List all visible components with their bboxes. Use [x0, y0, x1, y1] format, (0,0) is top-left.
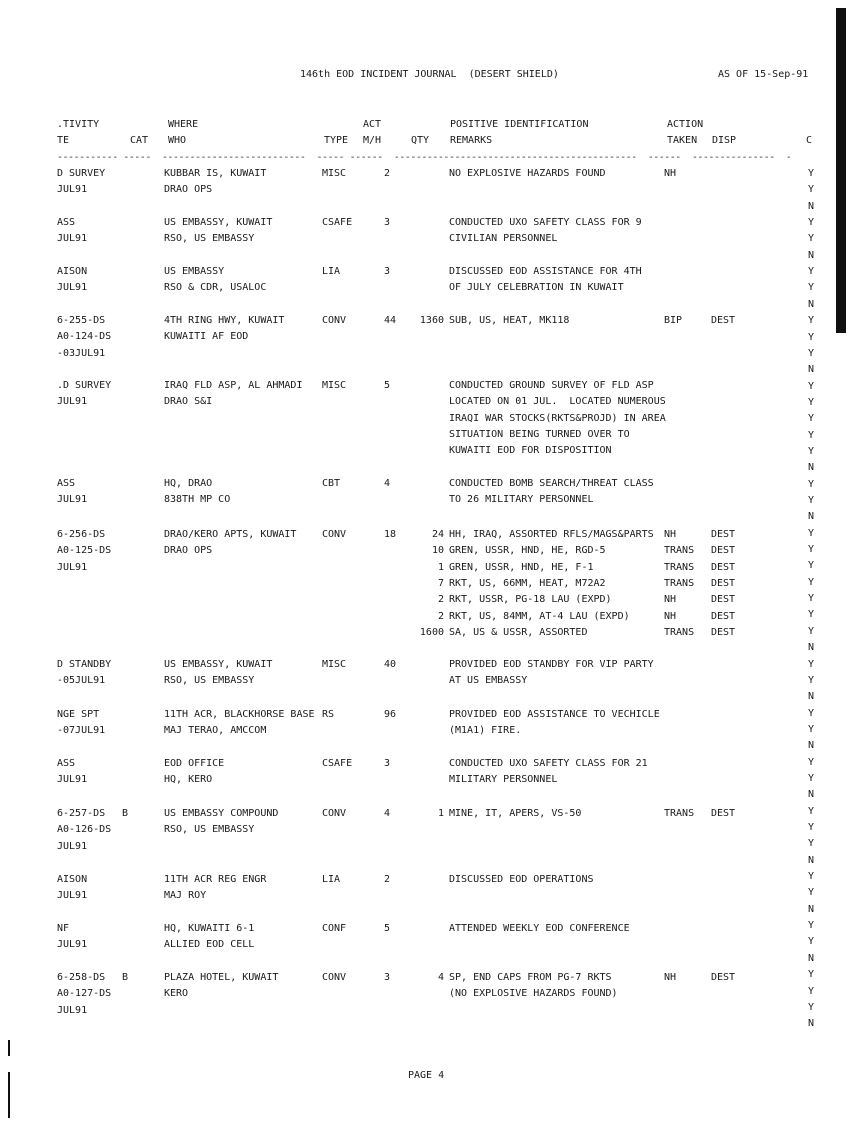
entry-remark: PROVIDED EOD STANDBY FOR VIP PARTY [449, 659, 654, 670]
entry-remark: HH, IRAQ, ASSORTED RFLS/MAGS&PARTS [449, 529, 654, 540]
entry-activity: A0-125-DS [57, 545, 112, 557]
entry-activity: JUL91 [57, 561, 88, 573]
entry-activity: 6-256-DS [57, 529, 106, 540]
entry-where: IRAQ FLD ASP, AL AHMADI [164, 380, 303, 391]
entry-activity: D STANDBY [57, 659, 112, 670]
entry-type: RS [322, 709, 335, 720]
entry-activity: JUL91 [57, 282, 88, 294]
entry-activity: JUL91 [57, 1004, 88, 1016]
c-column-flag: N [807, 903, 815, 915]
entry-disp: DEST [711, 972, 736, 983]
c-column-flag: Y [807, 347, 815, 359]
c-column-flag: Y [807, 413, 815, 425]
entry-activity: 6-257-DS [57, 808, 106, 819]
col-disp: DISP [712, 135, 737, 146]
entry-remark: GREN, USSR, HND, HE, F-1 [449, 561, 594, 573]
entry-who: RSO, US EMBASSY [164, 233, 255, 245]
c-column-flag: Y [807, 756, 815, 768]
entry-activity: JUL91 [57, 840, 88, 852]
entry-mh: 44 [384, 315, 397, 326]
c-column-flag: Y [807, 233, 815, 245]
c-column-flag: Y [807, 495, 815, 506]
entry-who: RSO, US EMBASSY [164, 824, 255, 836]
c-column-flag: Y [807, 1001, 815, 1013]
c-column-flag: N [807, 740, 815, 752]
entry-remark: SITUATION BEING TURNED OVER TO [449, 428, 630, 440]
entry-mh: 40 [384, 659, 397, 670]
entry-type: CONV [322, 972, 347, 983]
c-column-flag: Y [807, 429, 815, 441]
entry-activity: 6-258-DS [57, 972, 106, 983]
col-action-taken: TAKEN [667, 135, 698, 146]
entry-action-taken: TRANS [664, 561, 695, 573]
entry-activity: ASS [57, 758, 76, 769]
entry-disp: DEST [711, 610, 736, 622]
entry-who: HQ, KERO [164, 774, 213, 786]
c-column-flag: N [807, 200, 815, 212]
c-column-flag: Y [807, 266, 815, 278]
entry-type: MISC [322, 168, 347, 179]
entry-action-taken: BIP [664, 315, 683, 326]
entry-activity: ASS [57, 217, 76, 228]
col-cat: CAT [130, 135, 149, 146]
entry-mh: 2 [384, 874, 391, 885]
col-action: ACTION [667, 119, 704, 130]
entry-qty: 1360 [419, 315, 444, 326]
entry-mh: 3 [384, 217, 391, 228]
entry-remark: RKT, US, 84MM, AT-4 LAU (EXPD) [449, 610, 630, 622]
entry-qty: 7 [437, 577, 444, 589]
c-column-flag: Y [807, 805, 815, 817]
entry-disp: DEST [711, 594, 736, 606]
entry-disp: DEST [711, 545, 736, 557]
col-mh: M/H [363, 135, 382, 146]
entry-activity: NGE SPT [57, 709, 100, 720]
entry-where: US EMBASSY, KUWAIT [164, 659, 273, 670]
entry-disp: DEST [711, 626, 736, 638]
entry-remark: CONDUCTED GROUND SURVEY OF FLD ASP [449, 380, 654, 391]
entry-where: HQ, DRAO [164, 478, 213, 489]
entry-mh: 18 [384, 529, 397, 540]
entry-who: DRAO OPS [164, 184, 213, 196]
entry-disp: DEST [711, 808, 736, 819]
entry-where: US EMBASSY COMPOUND [164, 808, 279, 819]
entry-disp: DEST [711, 529, 736, 540]
entry-action-taken: NH [664, 610, 677, 622]
entry-activity: 6-255-DS [57, 315, 106, 326]
c-column-flag: Y [807, 658, 815, 670]
entry-action-taken: NH [664, 972, 677, 983]
col-activity-date: TE [57, 135, 70, 146]
c-column-flag: Y [807, 217, 815, 229]
entry-type: LIA [322, 266, 341, 277]
entry-qty: 1 [437, 561, 444, 573]
entry-activity: A0-126-DS [57, 824, 112, 836]
c-column-flag: Y [807, 625, 815, 637]
entry-mh: 5 [384, 923, 391, 934]
entry-where: 11TH ACR, BLACKHORSE BASE [164, 709, 315, 720]
entry-where: US EMBASSY [164, 266, 225, 277]
c-column-flag: N [807, 1018, 815, 1030]
c-column-flag: Y [807, 887, 815, 899]
entry-mh: 4 [384, 478, 391, 489]
entry-qty: 4 [437, 972, 444, 983]
entry-type: CONF [322, 923, 347, 934]
entry-qty: 24 [431, 529, 444, 540]
entry-mh: 3 [384, 758, 391, 769]
entry-mh: 3 [384, 266, 391, 277]
entry-remark: ATTENDED WEEKLY EOD CONFERENCE [449, 923, 630, 934]
entry-activity: A0-124-DS [57, 331, 112, 343]
entry-who: KERO [164, 988, 189, 1000]
entry-activity: JUL91 [57, 939, 88, 951]
entry-disp: DEST [711, 561, 736, 573]
c-column-flag: Y [807, 723, 815, 735]
c-column-flag: Y [807, 380, 815, 392]
entry-remark: TO 26 MILITARY PERSONNEL [449, 494, 594, 506]
entry-type: MISC [322, 380, 347, 391]
entry-cat: B [122, 972, 129, 983]
entry-type: CONV [322, 808, 347, 819]
entry-activity: -03JUL91 [57, 347, 106, 359]
entry-type: CSAFE [322, 758, 353, 769]
entry-where: EOD OFFICE [164, 758, 225, 769]
entry-remark: SP, END CAPS FROM PG-7 RKTS [449, 972, 612, 983]
entry-action-taken: TRANS [664, 808, 695, 819]
col-qty: QTY [411, 135, 430, 146]
entry-activity: JUL91 [57, 774, 88, 786]
entry-mh: 4 [384, 808, 391, 819]
c-column-flag: Y [807, 315, 815, 327]
entry-qty: 2 [437, 610, 444, 622]
entry-type: CONV [322, 529, 347, 540]
entry-activity: JUL91 [57, 184, 88, 196]
c-column-flag: Y [807, 593, 815, 605]
entry-type: CONV [322, 315, 347, 326]
scan-margin-mark [8, 1040, 10, 1056]
c-column-flag: Y [807, 478, 815, 490]
entry-remark: DISCUSSED EOD OPERATIONS [449, 874, 594, 885]
entry-remark: MILITARY PERSONNEL [449, 774, 558, 786]
entry-where: 11TH ACR REG ENGR [164, 874, 267, 885]
entry-remark: MINE, IT, APERS, VS-50 [449, 808, 582, 819]
entry-qty: 1600 [419, 626, 444, 638]
c-column-flag: Y [807, 184, 815, 196]
entry-where: PLAZA HOTEL, KUWAIT [164, 972, 279, 983]
entry-remark: RKT, USSR, PG-18 LAU (EXPD) [449, 594, 612, 606]
entry-activity: AISON [57, 266, 88, 277]
entry-activity: D SURVEY [57, 168, 106, 179]
entry-type: CBT [322, 478, 341, 489]
entry-remark: SUB, US, HEAT, MK118 [449, 315, 570, 326]
c-column-flag: Y [807, 985, 815, 997]
c-column-flag: N [807, 952, 815, 964]
entry-who: MAJ ROY [164, 890, 207, 902]
c-column-flag: Y [807, 920, 815, 932]
entry-activity: A0-127-DS [57, 988, 112, 1000]
entry-action-taken: NH [664, 594, 677, 606]
entry-mh: 3 [384, 972, 391, 983]
c-column-flag: Y [807, 674, 815, 686]
entry-remark: CONDUCTED BOMB SEARCH/THREAT CLASS [449, 478, 654, 489]
entry-disp: DEST [711, 577, 736, 589]
entry-action-taken: TRANS [664, 545, 695, 557]
entry-remark: IRAQI WAR STOCKS(RKTS&PROJD) IN AREA [449, 412, 666, 424]
col-c: C [806, 135, 813, 146]
c-column-flag: N [807, 249, 815, 261]
c-column-flag: Y [807, 609, 815, 621]
col-remarks: REMARKS [450, 135, 493, 146]
entry-action-taken: TRANS [664, 577, 695, 589]
entry-activity: -07JUL91 [57, 725, 106, 737]
c-column-flag: Y [807, 544, 815, 556]
entry-remark: NO EXPLOSIVE HAZARDS FOUND [449, 168, 606, 179]
c-column-flag: Y [807, 772, 815, 784]
scan-margin-mark [8, 1072, 10, 1118]
c-column-flag: N [807, 854, 815, 866]
entry-action-taken: TRANS [664, 626, 695, 638]
entry-remark: OF JULY CELEBRATION IN KUWAIT [449, 282, 624, 294]
col-where: WHERE [168, 119, 199, 130]
entry-qty: 10 [431, 545, 444, 557]
entry-cat: B [122, 808, 129, 819]
entry-activity: JUL91 [57, 890, 88, 902]
entry-remark: LOCATED ON 01 JUL. LOCATED NUMEROUS [449, 396, 666, 408]
col-activity: .TIVITY [57, 119, 100, 130]
entry-remark: PROVIDED EOD ASSISTANCE TO VECHICLE [449, 709, 660, 720]
entry-remark: GREN, USSR, HND, HE, RGD-5 [449, 545, 606, 557]
col-positive-id: POSITIVE IDENTIFICATION [450, 119, 589, 130]
c-column-flag: Y [807, 871, 815, 883]
entry-who: DRAO OPS [164, 545, 213, 557]
c-column-flag: Y [807, 396, 815, 408]
entry-remark: CONDUCTED UXO SAFETY CLASS FOR 21 [449, 758, 648, 769]
c-column-flag: Y [807, 560, 815, 572]
entry-mh: 96 [384, 709, 397, 720]
entry-where: US EMBASSY, KUWAIT [164, 217, 273, 228]
c-column-flag: Y [807, 838, 815, 850]
c-column-flag: Y [807, 331, 815, 343]
entry-type: MISC [322, 659, 347, 670]
scan-edge-bar [836, 8, 846, 333]
c-column-flag: N [807, 298, 815, 310]
entry-action-taken: NH [664, 529, 677, 540]
entry-activity: ASS [57, 478, 76, 489]
entry-activity: JUL91 [57, 396, 88, 408]
c-column-flag: Y [807, 707, 815, 719]
entry-where: KUBBAR IS, KUWAIT [164, 168, 267, 179]
entry-remark: (NO EXPLOSIVE HAZARDS FOUND) [449, 988, 618, 1000]
entry-remark: RKT, US, 66MM, HEAT, M72A2 [449, 577, 606, 589]
col-act: ACT [363, 119, 382, 130]
entry-who: 838TH MP CO [164, 494, 231, 506]
c-column-flag: N [807, 364, 815, 376]
c-column-flag: Y [807, 576, 815, 588]
c-column-flag: Y [807, 168, 815, 179]
journal-title: 146th EOD INCIDENT JOURNAL (DESERT SHIELD) [300, 69, 559, 80]
entry-mh: 2 [384, 168, 391, 179]
col-type: TYPE [324, 135, 349, 146]
entry-type: LIA [322, 874, 341, 885]
c-column-flag: Y [807, 969, 815, 981]
col-who: WHO [168, 135, 187, 146]
c-column-flag: Y [807, 936, 815, 948]
entry-who: DRAO S&I [164, 396, 213, 408]
page-number: PAGE 4 [408, 1070, 445, 1081]
entry-action-taken: NH [664, 168, 677, 179]
entry-remark: CONDUCTED UXO SAFETY CLASS FOR 9 [449, 217, 642, 228]
entry-activity: NF [57, 923, 70, 934]
entry-qty: 1 [437, 808, 444, 819]
entry-where: 4TH RING HWY, KUWAIT [164, 315, 285, 326]
entry-activity: JUL91 [57, 233, 88, 245]
c-column-flag: N [807, 789, 815, 801]
entry-who: MAJ TERAO, AMCCOM [164, 725, 267, 737]
entry-who: ALLIED EOD CELL [164, 939, 255, 951]
c-column-flag: Y [807, 822, 815, 833]
entry-who: RSO & CDR, USALOC [164, 282, 267, 294]
c-column-flag: N [807, 462, 815, 474]
entry-mh: 5 [384, 380, 391, 391]
c-column-flag: Y [807, 445, 815, 457]
entry-where: DRAO/KERO APTS, KUWAIT [164, 529, 297, 540]
entry-who: RSO, US EMBASSY [164, 675, 255, 687]
entry-remark: KUWAITI EOD FOR DISPOSITION [449, 445, 612, 457]
entry-qty: 2 [437, 594, 444, 606]
entry-type: CSAFE [322, 217, 353, 228]
entry-activity: -05JUL91 [57, 675, 106, 687]
entry-activity: .D SURVEY [57, 380, 112, 391]
entry-remark: SA, US & USSR, ASSORTED [449, 626, 588, 638]
entry-remark: (M1A1) FIRE. [449, 725, 522, 737]
c-column-flag: Y [807, 527, 815, 539]
entry-disp: DEST [711, 315, 736, 326]
entry-who: KUWAITI AF EOD [164, 331, 249, 343]
as-of-date: AS OF 15-Sep-91 [718, 69, 809, 80]
c-column-flag: N [807, 511, 815, 523]
entry-activity: AISON [57, 874, 88, 885]
c-column-flag: N [807, 691, 815, 703]
header-rule: ----------- ----- -------------------------- ----- ------ -------------------------------------------- ------ --------------- - [57, 152, 792, 163]
c-column-flag: Y [807, 282, 815, 294]
c-column-flag: N [807, 642, 815, 654]
entry-where: HQ, KUWAITI 6-1 [164, 923, 255, 934]
entry-remark: AT US EMBASSY [449, 675, 528, 687]
entry-remark: CIVILIAN PERSONNEL [449, 233, 558, 245]
entry-activity: JUL91 [57, 494, 88, 506]
entry-remark: DISCUSSED EOD ASSISTANCE FOR 4TH [449, 266, 642, 277]
